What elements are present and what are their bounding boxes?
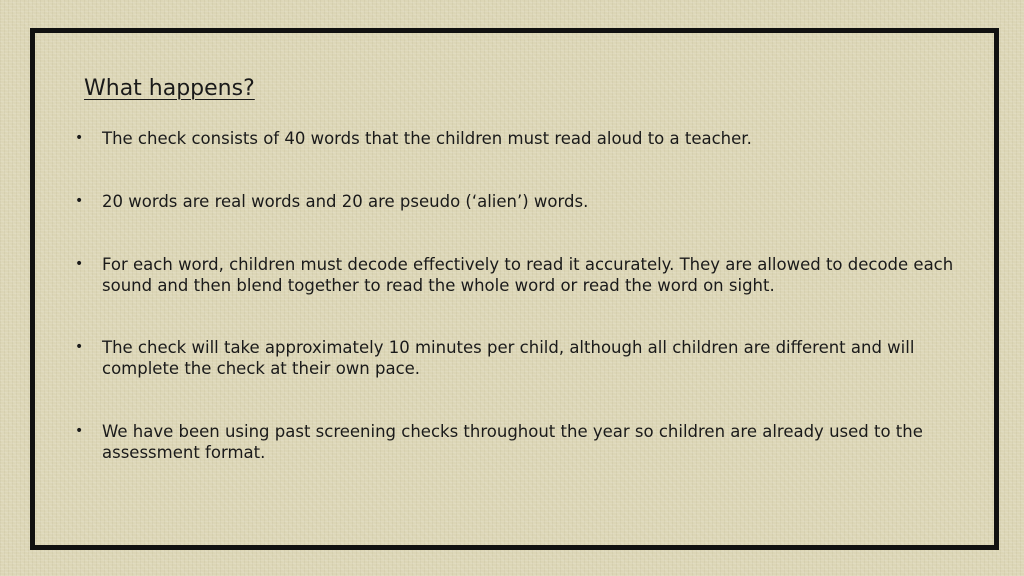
slide-frame	[30, 28, 999, 550]
bullet-icon: •	[75, 256, 84, 272]
bullet-text: For each word, children must decode effectively to read it accurately. They are allowed to decode each sound and then blend together to read the whole word or read the word on sight.	[102, 255, 954, 295]
bullet-text: The check consists of 40 words that the children must read aloud to a teacher.	[102, 129, 752, 148]
bullet-item	[75, 421, 955, 463]
bullet-icon: •	[75, 193, 84, 209]
bullet-icon: •	[75, 339, 84, 355]
bullet-item	[75, 254, 955, 296]
bullet-icon: •	[75, 130, 84, 146]
bullet-text: We have been using past screening checks throughout the year so children are already used to the assessment format.	[102, 422, 923, 462]
bullet-text: 20 words are real words and 20 are pseudo (‘alien’) words.	[102, 192, 589, 211]
bullet-item	[75, 191, 955, 212]
slide-title: What happens?	[84, 76, 255, 101]
bullet-item	[75, 337, 955, 379]
bullet-item	[75, 128, 955, 149]
bullet-icon: •	[75, 423, 84, 439]
bullet-text: The check will take approximately 10 minutes per child, although all children are different and will complete the check at their own pace.	[102, 338, 915, 378]
